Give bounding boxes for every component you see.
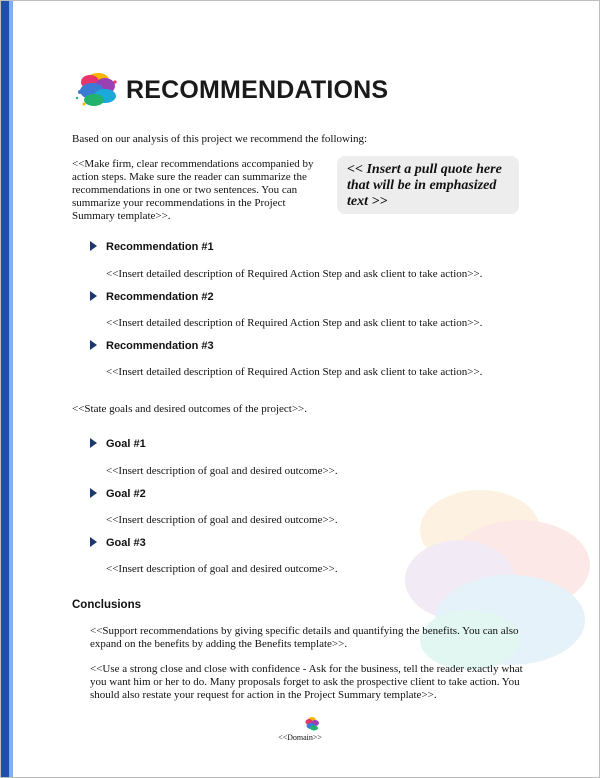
conclusions-heading: Conclusions — [72, 599, 142, 611]
goal-heading: Goal #1 — [90, 438, 146, 450]
recommendation-description: <<Insert detailed description of Required Action Step and ask client to take action>>. — [106, 268, 483, 280]
page-title: RECOMMENDATIONS — [126, 76, 389, 104]
goal-heading: Goal #3 — [90, 537, 146, 549]
watermark-splash-icon — [370, 470, 600, 690]
goal-description: <<Insert description of goal and desired outcome>>. — [106, 514, 338, 526]
recommendation-heading: Recommendation #2 — [90, 291, 214, 303]
footer-logo-icon — [303, 716, 321, 732]
splash-logo-icon — [72, 70, 122, 110]
triangle-bullet-icon — [90, 537, 97, 547]
recommendation-body: <<Make firm, clear recommendations accompanied by action steps. Make sure the reader can summarize the recommendations in one or two sentences. You can summarize your recommendations in the Project Summary template>>. — [72, 158, 314, 222]
left-edge-bar — [1, 1, 9, 777]
triangle-bullet-icon — [90, 291, 97, 301]
pull-quote: << Insert a pull quote here that will be in emphasized text >> — [337, 156, 519, 214]
conclusions-paragraph: <<Use a strong close and close with confidence - Ask for the business, tell the reader exactly what you want him or her to do. Many proposals forget to ask the prospective client to take action. You should also restate your request for action in the Project Summary template>>. — [90, 663, 523, 701]
conclusions-paragraph: <<Support recommendations by giving specific details and quantifying the benefits. You can also expand on the benefits by adding the Benefits template>>. — [90, 625, 519, 650]
triangle-bullet-icon — [90, 488, 97, 498]
triangle-bullet-icon — [90, 241, 97, 251]
goal-description: <<Insert description of goal and desired outcome>>. — [106, 563, 338, 575]
recommendation-description: <<Insert detailed description of Required Action Step and ask client to take action>>. — [106, 366, 483, 378]
left-edge-accent — [9, 1, 13, 777]
footer-domain: <<Domain>> — [278, 733, 322, 742]
triangle-bullet-icon — [90, 340, 97, 350]
recommendation-description: <<Insert detailed description of Required Action Step and ask client to take action>>. — [106, 317, 483, 329]
recommendation-heading: Recommendation #3 — [90, 340, 214, 352]
goals-statement: <<State goals and desired outcomes of the project>>. — [72, 403, 307, 415]
goal-description: <<Insert description of goal and desired outcome>>. — [106, 465, 338, 477]
goal-heading: Goal #2 — [90, 488, 146, 500]
recommendation-heading: Recommendation #1 — [90, 241, 214, 253]
triangle-bullet-icon — [90, 438, 97, 448]
intro-text: Based on our analysis of this project we recommend the following: — [72, 133, 368, 145]
